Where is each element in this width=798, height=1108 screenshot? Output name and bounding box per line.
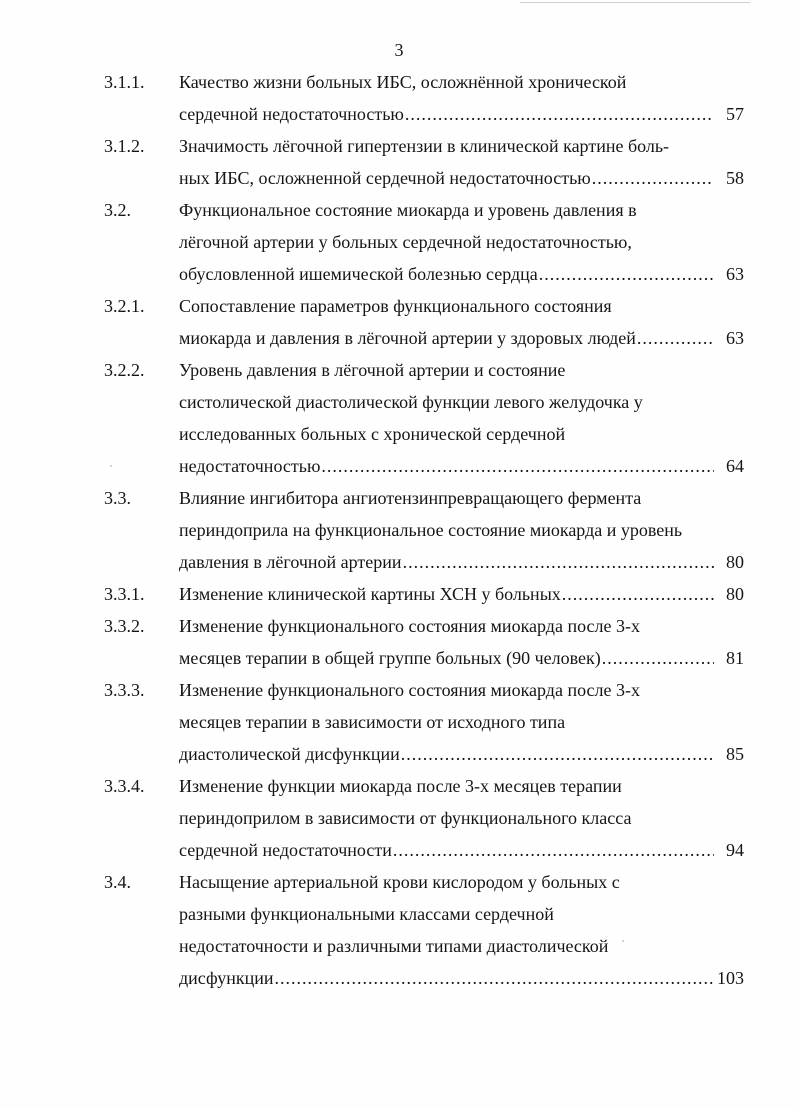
toc-entry-title-line: Уровень давления в лёгочной артерии и состояние (179, 360, 566, 380)
toc-entry-title-line: лёгочной артерии у больных сердечной недостаточностью, (179, 232, 632, 252)
toc-entry-page: 80 (726, 584, 744, 604)
toc-entry (0, 770, 798, 866)
toc-entry-number: 3.1.1. (104, 72, 145, 92)
toc-entry-last-line (179, 578, 744, 610)
toc-entry-title-line: сердечной недостаточности (179, 840, 392, 860)
toc-entry-title-line: давления в лёгочной артерии (179, 552, 402, 572)
toc-entry-page: 103 (717, 968, 744, 988)
toc-entry-number: 3.3.1. (104, 584, 145, 604)
dot-leader (321, 450, 714, 482)
dot-leader (403, 546, 714, 578)
toc-entry-number: 3.3.2. (104, 616, 145, 636)
toc-entry-number: 3.3.4. (104, 776, 145, 796)
toc-entry (0, 674, 798, 770)
toc-entry (0, 66, 798, 130)
toc-entry-title (179, 482, 744, 578)
toc-entry-last-line (179, 98, 744, 130)
toc-entry-title-line: Изменение функционального состояния миокарда после 3-х (179, 680, 640, 700)
toc-entry-title (179, 674, 744, 770)
toc-entry (0, 130, 798, 194)
toc-entry-last-line (179, 738, 744, 770)
toc-entry-last-line (179, 642, 744, 674)
toc-entry-number: 3.3. (104, 488, 131, 508)
toc-entry-page: 58 (726, 168, 744, 188)
toc-entry (0, 354, 798, 482)
toc-entry-number: 3.3.3. (104, 680, 145, 700)
toc-entry-page: 57 (726, 104, 744, 124)
toc-entry (0, 866, 798, 994)
toc-entry-title-line: систолической диастолической функции левого желудочка у (179, 392, 643, 412)
toc-entry-number: 3.1.2. (104, 136, 145, 156)
dot-leader (637, 322, 714, 354)
toc-entry-title-line: Значимость лёгочной гипертензии в клинической картине боль- (179, 136, 670, 156)
toc-entry-title-line: исследованных больных с хронической сердечной (179, 424, 566, 444)
toc-entry-number: 3.2.1. (104, 296, 145, 316)
toc-entry-title (179, 354, 744, 482)
toc-entry-number: 3.2. (104, 200, 131, 220)
dot-leader (539, 258, 714, 290)
toc-entry-title-line: недостаточностью (179, 456, 321, 476)
toc-entry-title-line: ных ИБС, осложненной сердечной недостаточностью (179, 168, 591, 188)
scan-artifact-top (520, 2, 750, 3)
dot-leader (393, 834, 714, 866)
toc-entry-page: 80 (726, 552, 744, 572)
toc-entry-title-line: диастолической дисфункции (179, 744, 400, 764)
toc-entry-title-line: недостаточности и различными типами диастолической (179, 936, 609, 956)
toc-entry-title (179, 290, 744, 354)
toc-entry-last-line (179, 258, 744, 290)
toc-entry-title-line: Влияние ингибитора ангиотензинпревращающего фермента (179, 488, 642, 508)
toc-entry-number: 3.2.2. (104, 360, 145, 380)
dot-leader (592, 162, 714, 194)
toc-entry-title-line: дисфункции (179, 968, 274, 988)
toc-entry-title-line: месяцев терапии в общей группе больных (90 человек) (179, 648, 601, 668)
toc-entry-title-line: Функциональное состояние миокарда и уровень давления в (179, 200, 637, 220)
toc-entry-last-line (179, 834, 744, 866)
toc-entry-title (179, 130, 744, 194)
toc-entry-last-line (179, 450, 744, 482)
toc-entry-page: 64 (726, 456, 744, 476)
toc-entry-page: 81 (726, 648, 744, 668)
toc-entry (0, 610, 798, 674)
toc-entry-title-line: периндоприла на функциональное состояние миокарда и уровень (179, 520, 683, 540)
toc-entry (0, 290, 798, 354)
toc-entry (0, 482, 798, 578)
toc-entry-title-line: периндоприлом в зависимости от функционального класса (179, 808, 632, 828)
toc-entry-title-line: месяцев терапии в зависимости от исходного типа (179, 712, 566, 732)
toc-entry-title-line: Изменение функции миокарда после 3-х месяцев терапии (179, 776, 622, 796)
toc-entry-title (179, 194, 744, 290)
toc-entry-title-line: разными функциональными классами сердечной (179, 904, 554, 924)
toc-entry-title-line: Качество жизни больных ИБС, осложнённой хронической (179, 72, 627, 92)
table-of-contents (0, 66, 798, 994)
toc-entry-last-line (179, 546, 744, 578)
toc-entry-title (179, 66, 744, 130)
toc-entry-title (179, 578, 744, 610)
toc-entry (0, 578, 798, 610)
toc-entry-page: 63 (726, 328, 744, 348)
toc-entry-title-line: сердечной недостаточностью (179, 104, 404, 124)
toc-entry-title (179, 866, 744, 994)
toc-entry-title-line: миокарда и давления в лёгочной артерии у здоровых людей (179, 328, 636, 348)
dot-leader (401, 738, 714, 770)
toc-entry-last-line (179, 322, 744, 354)
toc-entry-title-line: Насыщение артериальной крови кислородом у больных с (179, 872, 620, 892)
toc-entry-title-line: Изменение клинической картины ХСН у больных (179, 584, 561, 604)
dot-leader (602, 642, 714, 674)
toc-entry-title-line: обусловленной ишемической болезнью сердца (179, 264, 538, 284)
toc-entry-title-line: Сопоставление параметров функционального состояния (179, 296, 612, 316)
toc-entry-title-line: Изменение функционального состояния миокарда после 3-х (179, 616, 640, 636)
toc-entry-title (179, 770, 744, 866)
page-number: 3 (394, 40, 404, 60)
toc-entry-last-line (179, 962, 744, 994)
toc-entry (0, 194, 798, 290)
toc-entry-number: 3.4. (104, 872, 131, 892)
dot-leader (562, 578, 714, 610)
toc-entry-page: 63 (726, 264, 744, 284)
toc-entry-title (179, 610, 744, 674)
toc-entry-page: 85 (726, 744, 744, 764)
dot-leader (405, 98, 714, 130)
toc-entry-last-line (179, 162, 744, 194)
toc-entry-page: 94 (726, 840, 744, 860)
dot-leader (275, 962, 714, 994)
